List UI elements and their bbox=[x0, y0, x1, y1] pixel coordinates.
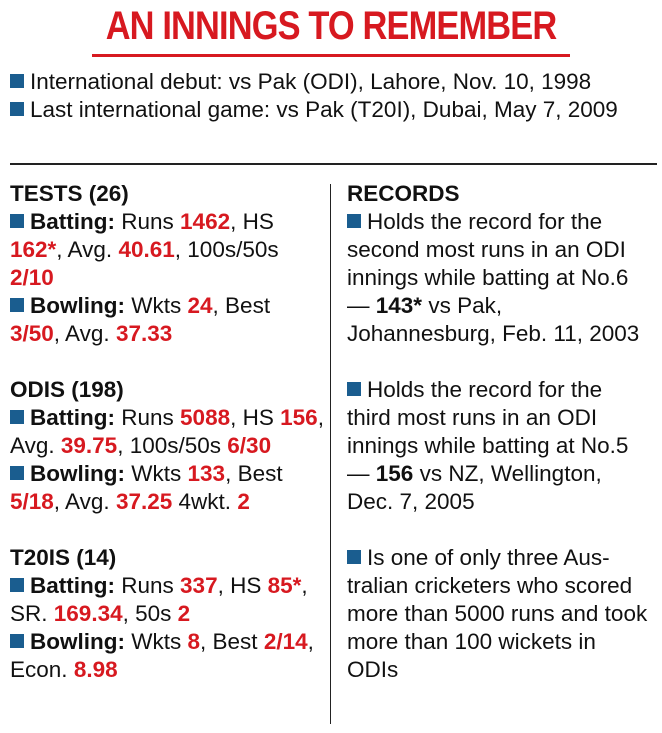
t20is-runs-value: 337 bbox=[180, 573, 218, 598]
bullet-square-icon bbox=[347, 382, 361, 396]
four-wkt-label: 4wkt. bbox=[178, 489, 232, 514]
best-label: , Best bbox=[225, 461, 283, 486]
t20is-bowling bbox=[10, 628, 325, 684]
records-column bbox=[347, 180, 652, 684]
odis-heading: ODIS (198) bbox=[10, 377, 124, 402]
t20is-heading: T20IS (14) bbox=[10, 545, 117, 570]
odis-avg-value: 39.75 bbox=[60, 433, 118, 458]
tests-batting bbox=[10, 208, 325, 292]
t20is-batting bbox=[10, 572, 325, 628]
sr-label: , SR. bbox=[10, 573, 308, 626]
runs-label: Runs bbox=[121, 405, 174, 430]
t20is-hs-value: 85* bbox=[267, 573, 302, 598]
hundreds-fifties-label: 100s/50s bbox=[187, 237, 279, 262]
bowling-label: Bowling: bbox=[30, 461, 125, 486]
wkts-label: Wkts bbox=[131, 461, 182, 486]
page-title: AN INNINGS TO REMEMBER bbox=[105, 4, 557, 48]
odis-hs-value: 156 bbox=[280, 405, 318, 430]
debut-line bbox=[10, 68, 650, 96]
odis-four-wkt-value: 2 bbox=[237, 489, 250, 514]
bullet-square-icon bbox=[10, 74, 24, 88]
avg-label: , Avg. bbox=[56, 237, 113, 262]
batting-label: Batting: bbox=[30, 405, 115, 430]
tests-hundreds-fifties-value: 2/10 bbox=[10, 265, 54, 290]
record-text: Is one of only three Australian cricketers who scored more than 5000 runs and took more than 100 wickets in ODIs bbox=[347, 545, 648, 682]
hundreds-fifties-label: , 100s/50s bbox=[117, 433, 222, 458]
avg-label: , Avg. bbox=[53, 321, 110, 346]
bowling-label: Bowling: bbox=[30, 293, 125, 318]
t20is-best-value: 2/14 bbox=[263, 629, 308, 654]
last-game-text: Last international game: vs Pak (T20I), Dubai, May 7, 2009 bbox=[30, 97, 618, 122]
odis-best-value: 5/18 bbox=[10, 489, 54, 514]
horizontal-divider bbox=[10, 163, 657, 165]
odis-bowling bbox=[10, 460, 325, 516]
tests-best-value: 3/50 bbox=[10, 321, 54, 346]
spacer bbox=[10, 348, 325, 376]
record-text: Holds the record for the third most runs in an ODI innings while batting at No.5 — bbox=[347, 377, 629, 486]
bullet-square-icon bbox=[10, 410, 24, 424]
tests-hs-value: 162* bbox=[10, 237, 57, 262]
t20is-fifties-value: 2 bbox=[177, 601, 191, 626]
bullet-square-icon bbox=[10, 298, 24, 312]
record-item bbox=[347, 376, 652, 516]
column-divider bbox=[330, 184, 331, 724]
career-intro bbox=[10, 68, 650, 124]
t20is-econ-value: 8.98 bbox=[73, 657, 118, 682]
hs-label: , HS bbox=[230, 209, 274, 234]
debut-text: International debut: vs Pak (ODI), Lahore, Nov. 10, 1998 bbox=[30, 69, 592, 94]
bullet-square-icon bbox=[10, 466, 24, 480]
odis-runs-value: 5088 bbox=[180, 405, 231, 430]
econ-label: , Econ. bbox=[10, 629, 314, 682]
tests-heading: TESTS (26) bbox=[10, 181, 129, 206]
spacer bbox=[10, 516, 325, 544]
odis-hundreds-fifties-value: 6/30 bbox=[227, 433, 272, 458]
spacer bbox=[347, 348, 652, 376]
best-label: , Best bbox=[200, 629, 258, 654]
hs-label: , HS bbox=[230, 405, 274, 430]
best-label: , Best bbox=[212, 293, 271, 318]
record-text: vs NZ, Wellington, Dec. 7, 2005 bbox=[347, 461, 602, 514]
tests-runs-value: 1462 bbox=[180, 209, 231, 234]
odis-bowl-avg-value: 37.25 bbox=[115, 489, 173, 514]
odis-wkts-value: 133 bbox=[187, 461, 226, 486]
runs-label: Runs bbox=[121, 573, 174, 598]
wkts-label: Wkts bbox=[131, 293, 182, 318]
record-item bbox=[347, 208, 652, 348]
hs-label: , HS bbox=[217, 573, 262, 598]
record-item bbox=[347, 544, 652, 684]
records-heading: RECORDS bbox=[347, 181, 460, 206]
bullet-square-icon bbox=[347, 214, 361, 228]
comma: , bbox=[174, 237, 182, 262]
bullet-square-icon bbox=[10, 578, 24, 592]
bowling-label: Bowling: bbox=[30, 629, 125, 654]
tests-bowling bbox=[10, 292, 325, 348]
wkts-label: Wkts bbox=[131, 629, 182, 654]
t20is-sr-value: 169.34 bbox=[53, 601, 123, 626]
fifties-label: , 50s bbox=[122, 601, 172, 626]
spacer bbox=[347, 516, 652, 544]
runs-label: Runs bbox=[121, 209, 174, 234]
record-text: vs Pak, Johannesburg, Feb. 11, 2003 bbox=[347, 293, 640, 346]
avg-label: , Avg. bbox=[10, 405, 324, 458]
record-highlight: 143* bbox=[375, 293, 423, 318]
last-game-line bbox=[10, 96, 650, 124]
record-text: Holds the record for the second most runs in an ODI innings while batting at No.6 — bbox=[347, 209, 629, 318]
t20is-wkts-value: 8 bbox=[187, 629, 201, 654]
tests-bowl-avg-value: 37.33 bbox=[115, 321, 173, 346]
odis-batting bbox=[10, 404, 325, 460]
bullet-square-icon bbox=[10, 214, 24, 228]
avg-label: , Avg. bbox=[53, 489, 110, 514]
stats-column bbox=[10, 180, 325, 684]
bullet-square-icon bbox=[10, 634, 24, 648]
tests-wkts-value: 24 bbox=[187, 293, 213, 318]
bullet-square-icon bbox=[347, 550, 361, 564]
title-underline bbox=[92, 54, 570, 57]
batting-label: Batting: bbox=[30, 573, 115, 598]
tests-avg-value: 40.61 bbox=[118, 237, 175, 262]
record-highlight: 156 bbox=[375, 461, 414, 486]
bullet-square-icon bbox=[10, 102, 24, 116]
batting-label: Batting: bbox=[30, 209, 115, 234]
